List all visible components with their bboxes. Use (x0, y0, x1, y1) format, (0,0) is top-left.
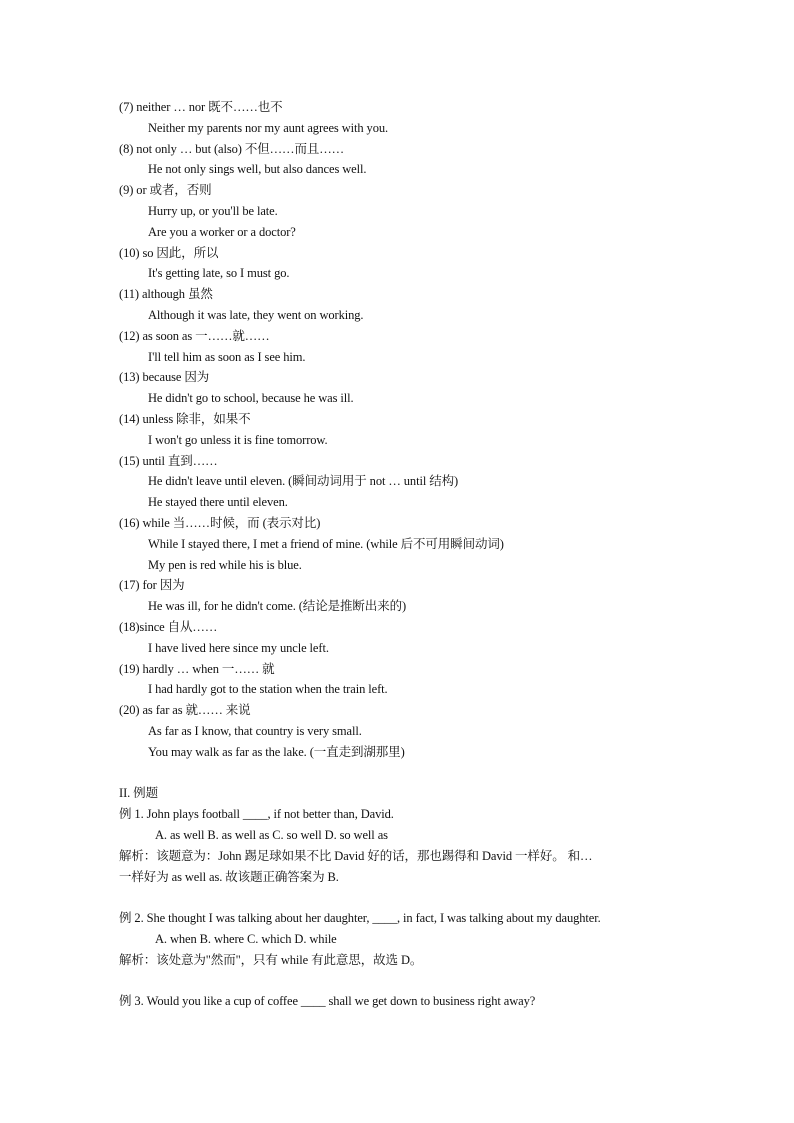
example-sentence: It's getting late, so I must go. (148, 266, 290, 280)
item-header: (19) hardly … when 一…… 就 (119, 662, 275, 676)
example-question: 例 1. John plays football ____, if not better than, David. (119, 807, 394, 821)
example-question: 例 3. Would you like a cup of coffee ____ shall we get down to business right away? (119, 994, 536, 1008)
section-title: II. 例题 (119, 786, 158, 800)
item-header: (20) as far as 就…… 来说 (119, 703, 251, 717)
item-header: (7) neither … nor 既不……也不 (119, 100, 283, 114)
example-sentence: He stayed there until eleven. (148, 495, 288, 509)
example-sentence: As far as I know, that country is very small. (148, 724, 362, 738)
answer-options: A. when B. where C. which D. while (155, 932, 337, 946)
example-sentence: I'll tell him as soon as I see him. (148, 350, 306, 364)
item-header: (17) for 因为 (119, 578, 185, 592)
example-sentence: My pen is red while his is blue. (148, 558, 302, 572)
example-sentence: I had hardly got to the station when the train left. (148, 682, 388, 696)
item-header: (13) because 因为 (119, 370, 210, 384)
answer-options: A. as well B. as well as C. so well D. so well as (155, 828, 388, 842)
example-sentence: Although it was late, they went on working. (148, 308, 364, 322)
example-question: 例 2. She thought I was talking about her daughter, ____, in fact, I was talking about my daughter. (119, 911, 601, 925)
item-header: (10) so 因此，所以 (119, 246, 219, 260)
example-sentence: I have lived here since my uncle left. (148, 641, 329, 655)
example-sentence: He was ill, for he didn't come. (结论是推断出来的) (148, 599, 407, 613)
example-sentence: Hurry up, or you'll be late. (148, 204, 278, 218)
example-sentence: I won't go unless it is fine tomorrow. (148, 433, 328, 447)
example-sentence: He didn't go to school, because he was ill. (148, 391, 354, 405)
example-sentence: While I stayed there, I met a friend of mine. (while 后不可用瞬间动词) (148, 537, 504, 551)
item-header: (9) or 或者，否则 (119, 183, 212, 197)
example-sentence: Are you a worker or a doctor? (148, 225, 296, 239)
item-header: (12) as soon as 一……就…… (119, 329, 270, 343)
analysis-text: 解析：该题意为：John 踢足球如果不比 David 好的话，那也踢得和 David 一样好。 和… (119, 849, 593, 863)
item-header: (8) not only … but (also) 不但……而且…… (119, 142, 345, 156)
analysis-text: 解析：该处意为"然而"，只有 while 有此意思，故选 D。 (119, 953, 423, 967)
example-sentence: He not only sings well, but also dances well. (148, 162, 367, 176)
analysis-text: 一样好为 as well as. 故该题正确答案为 B. (119, 870, 339, 884)
item-header: (16) while 当……时候，而 (表示对比) (119, 516, 321, 530)
item-header: (14) unless 除非，如果不 (119, 412, 251, 426)
item-header: (18)since 自从…… (119, 620, 218, 634)
item-header: (15) until 直到…… (119, 454, 218, 468)
example-sentence: You may walk as far as the lake. (一直走到湖那里) (148, 745, 405, 759)
item-header: (11) although 虽然 (119, 287, 213, 301)
example-sentence: He didn't leave until eleven. (瞬间动词用于 not … until 结构) (148, 474, 459, 488)
example-sentence: Neither my parents nor my aunt agrees with you. (148, 121, 389, 135)
